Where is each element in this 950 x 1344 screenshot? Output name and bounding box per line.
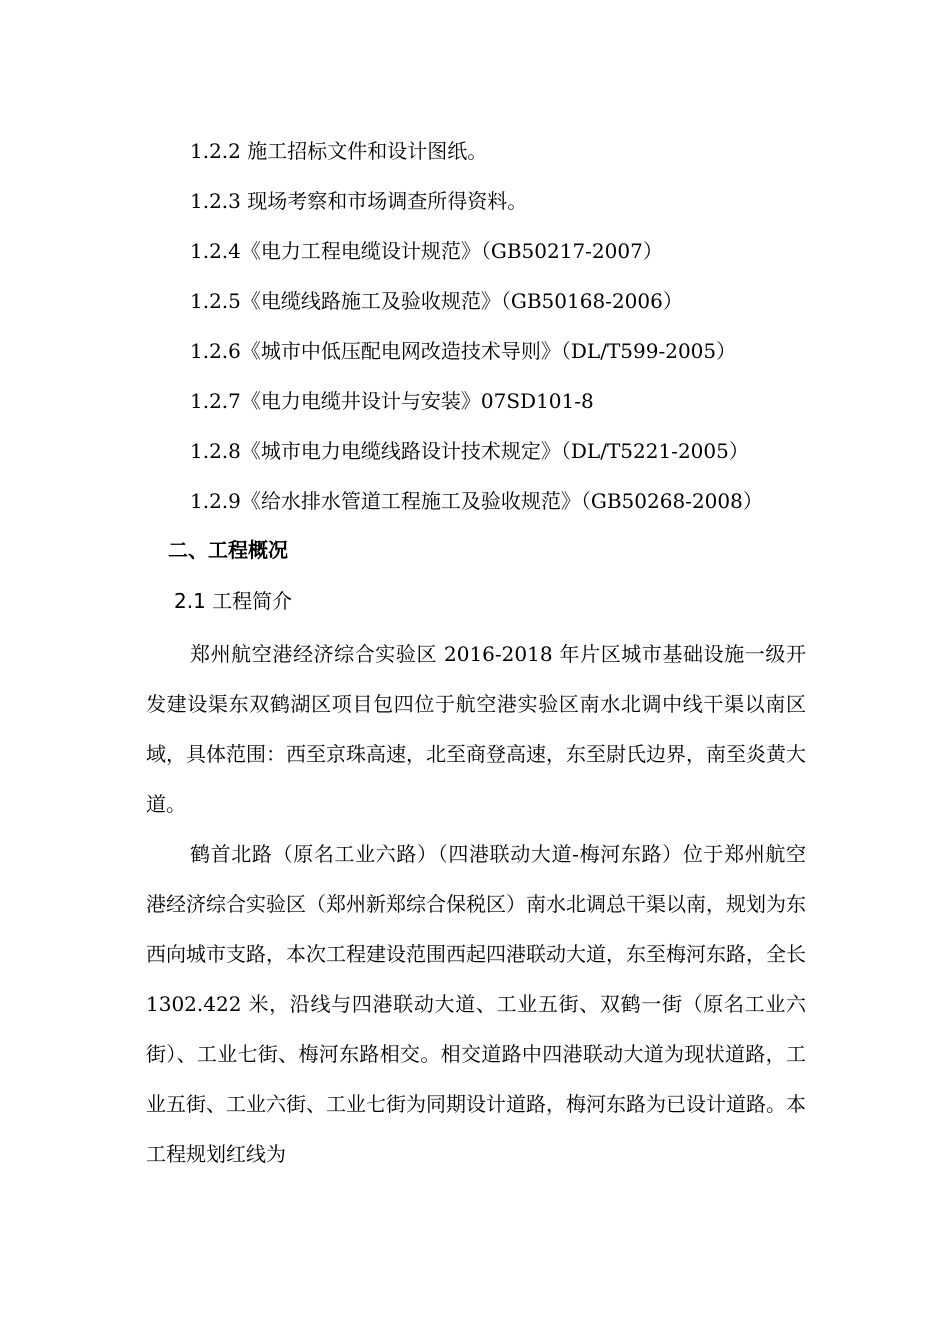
reference-item-1-2-4: 1.2.4《电力工程电缆设计规范》（GB50217-2007） <box>190 239 663 263</box>
subsection-heading-project-intro <box>174 589 292 613</box>
body-paragraph-road-description: 鹤首北路（原名工业六路）（四港联动大道-梅河东路）位于郑州航空港经济综合实验区（郑州新郑综合保税区）南水北调总干渠以南，规划为东西向城市支路，本次工程建设范围西起四港联动大道，东至梅河东路，全长 1302.422 米，沿线与四港联动大道、工业五街、双鹤一街（原名工业六街）、工业七街、梅河东路相交。相交道路中四港联动大道为现状道路，工业五街、工业六街、工业七街为同期设计道路，梅河东路为已设计道路。本工程规划红线为 <box>146 842 806 1166</box>
reference-item-1-2-7: 1.2.7《电力电缆井设计与安装》07SD101-8 <box>190 389 594 413</box>
reference-item-1-2-3: 1.2.3 现场考察和市场调查所得资料。 <box>190 189 528 213</box>
subsection-title: 工程简介 <box>212 589 293 613</box>
reference-item-1-2-5: 1.2.5《电缆线路施工及验收规范》（GB50168-2006） <box>190 289 683 313</box>
body-paragraph-location: 郑州航空港经济综合实验区 2016-2018 年片区城市基础设施一级开发建设渠东双鹤湖区项目包四位于航空港实验区南水北调中线干渠以南区域，具体范围：西至京珠高速，北至商登高速，东至尉氏边界，南至炎黄大道。 <box>146 642 806 816</box>
subsection-number: 2.1 <box>174 589 206 613</box>
reference-item-1-2-8: 1.2.8《城市电力电缆线路设计技术规定》（DL/T5221-2005） <box>190 439 749 463</box>
section-heading-project-overview: 二、工程概况 <box>168 538 288 562</box>
reference-item-1-2-6: 1.2.6《城市中低压配电网改造技术导则》（DL/T599-2005） <box>190 339 737 363</box>
reference-item-1-2-9: 1.2.9《给水排水管道工程施工及验收规范》（GB50268-2008） <box>190 489 763 513</box>
reference-item-1-2-2: 1.2.2 施工招标文件和设计图纸。 <box>190 139 488 163</box>
